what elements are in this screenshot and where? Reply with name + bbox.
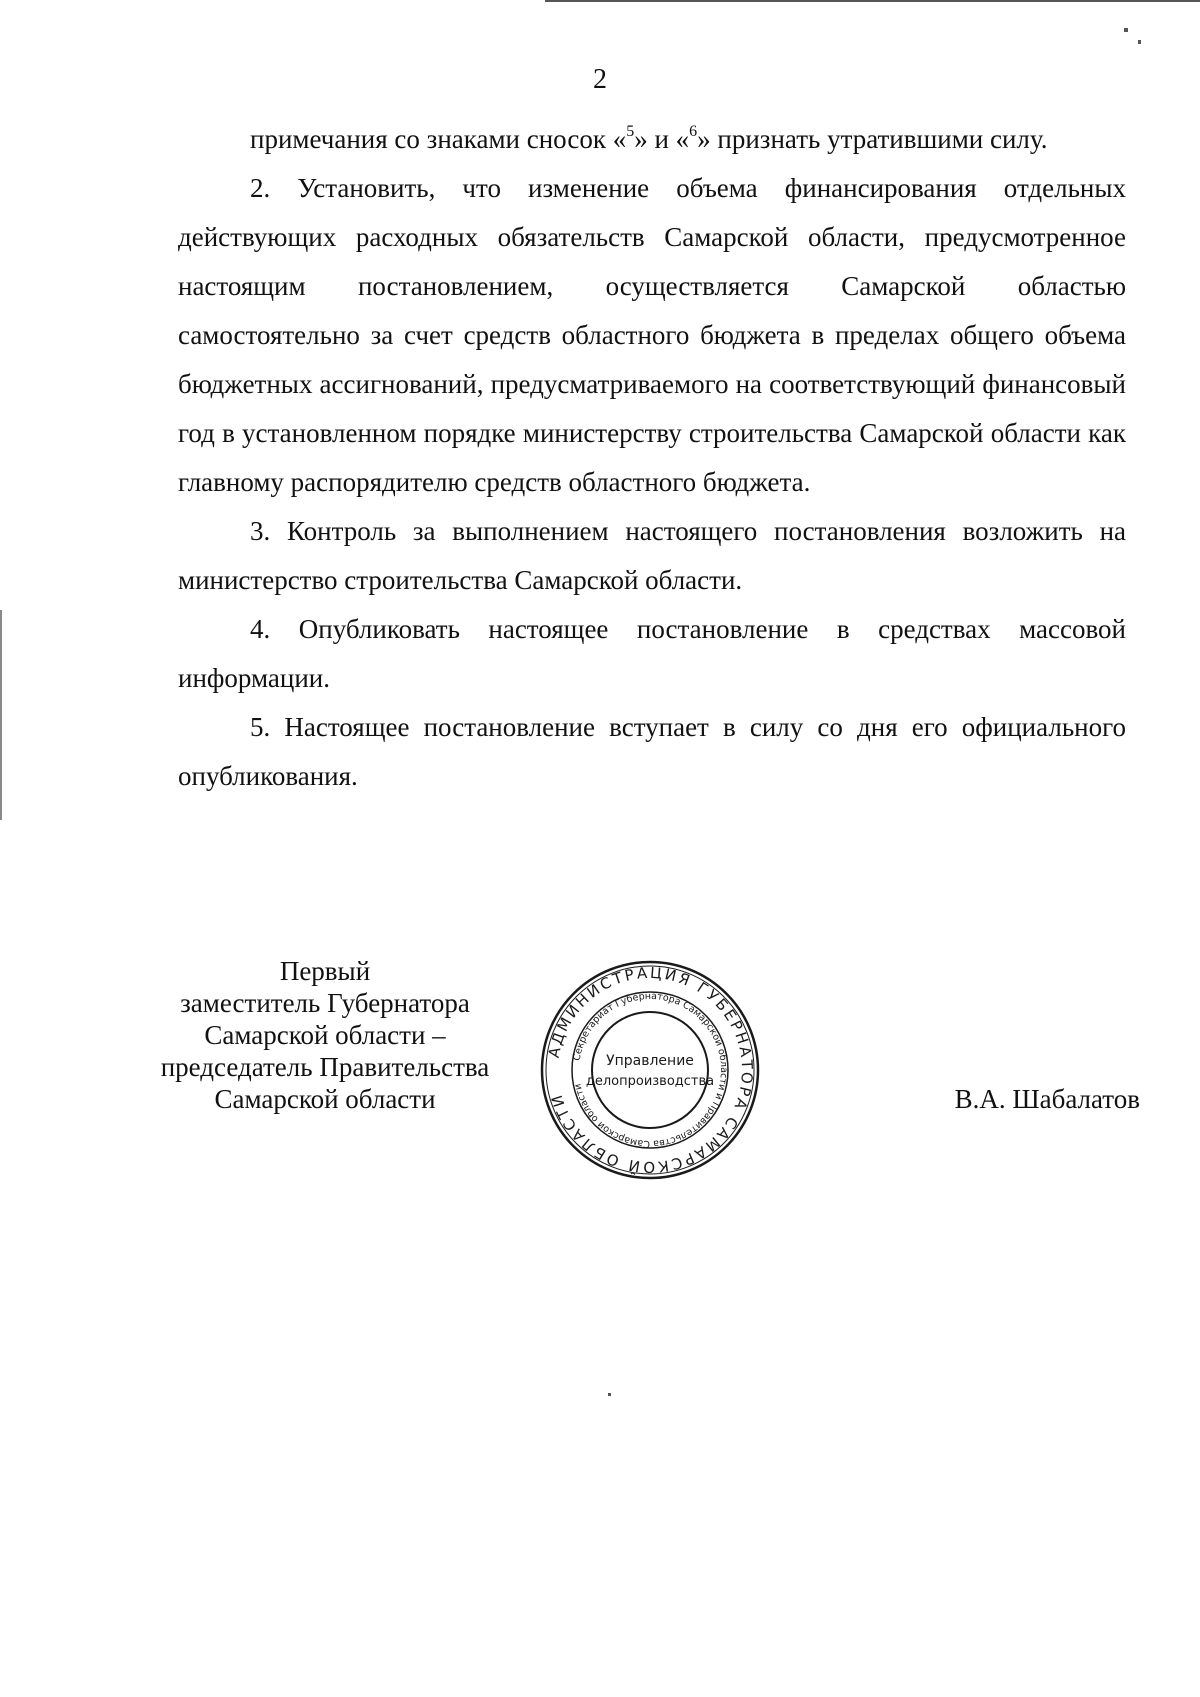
seal-center-line1: Управление [606,1053,694,1069]
signer-title [150,955,500,1115]
seal-inner-border [592,1012,708,1128]
scan-dot [608,1393,611,1396]
signer-title-line: заместитель Губернатора [180,988,470,1018]
document-body [178,115,1126,801]
scan-dot [1124,28,1128,32]
paragraph-item-3: 3. Контроль за выполнением настоящего постановления возложить на министерство строительства Самарской области. [178,516,1126,595]
scan-dot [1138,40,1141,44]
seal-inner-text: Секретариат Губернатора Самарской области и Правительства Самарской области [571,990,730,1150]
signer-title-line: председатель Правительства [160,1052,490,1082]
seal-center-line2: делопроизводства [585,1074,715,1089]
paragraph-item-5: 5. Настоящее постановление вступает в силу со дня его официального опубликования. [178,712,1126,791]
footnote-mark-6: 6 [689,123,698,140]
signer-title-line: Первый [279,956,371,986]
official-seal [535,955,765,1185]
signer-title-line: Самарской области – [204,1020,446,1050]
paragraph-item-2: 2. Установить, что изменение объема финансирования отдельных действующих расходных обязательств Самарской области, предусмотренное настоящим постановлением, осуществляется Самарской областью самостоятельно за счет средств областного бюджета в пределах общего объема бюджетных ассигнований, предусматриваемого на соответствующий финансовый год в установленном порядке министерству строительства Самарской области как главному распорядителю средств областного бюджета. [178,173,1126,497]
signer-name: В.А. Шабалатов [954,1084,1140,1114]
paragraph-continuation [178,115,1126,164]
paragraph-item-4: 4. Опубликовать настоящее постановление в средствах массовой информации. [178,614,1126,693]
page-number: 2 [593,64,607,95]
scan-edge-line-top [545,0,1200,2]
footnote-mark-5: 5 [626,123,635,140]
seal-outer-text: АДМИНИСТРАЦИЯ ГУБЕРНАТОРА САМАРСКОЙ ОБЛАСТИ [544,963,757,1177]
signer-title-line: Самарской области [214,1084,436,1114]
scan-edge-line-left [0,610,2,820]
footnote-text-end: » признать утратившими силу. [697,124,1048,154]
footnote-text-between: » и « [634,124,690,154]
seal-graphic [535,955,765,1185]
footnote-text-start: примечания со знаками сносок « [250,124,627,154]
